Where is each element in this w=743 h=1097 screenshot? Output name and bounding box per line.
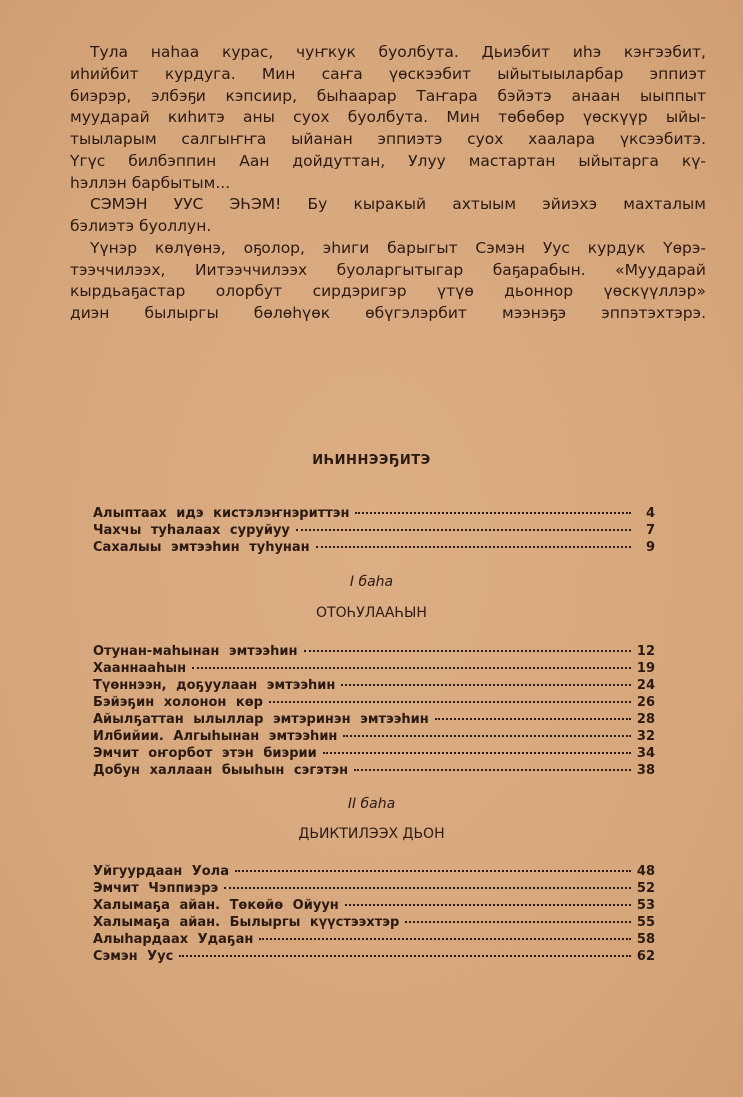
- text-line: Үүнэр көлүөнэ, оҕолор, эһиги барыгыт Сэмэн Уус курдук Үөрэ-: [90, 238, 706, 257]
- dot-leader: [224, 887, 631, 889]
- part-2-heading: ДЬИКТИЛЭЭХ ДЬОН: [298, 826, 445, 842]
- toc-entry-title: Түөннээн, доҕуулаан эмтээһин: [93, 678, 336, 693]
- toc-entry-title: Алыһардаах Удаҕан: [93, 932, 254, 947]
- text-line: Үгүс билбэппин Аан дойдуттан, Улуу мастартан ыйытарга кү-: [70, 151, 706, 170]
- dot-leader: [323, 752, 631, 754]
- dot-leader: [345, 904, 631, 906]
- toc-entry-title: Алыптаах идэ кистэлэҥнэриттэн: [93, 506, 350, 521]
- part-1-heading: ОТОҺУЛААҺЫН: [316, 605, 427, 621]
- dot-leader: [343, 735, 631, 737]
- toc-entry-title: Халымаҕа айан. Былыргы күүстээхтэр: [93, 915, 400, 930]
- toc-entry-title: Бэйэҕин холонон көр: [93, 695, 263, 710]
- toc-entry-title: Хааннааһын: [93, 661, 187, 676]
- text-line: кырдьаҕастар олорбут сирдэригэр үтүө дьоннор үөскүүллэр»: [70, 282, 706, 301]
- toc-entry: [93, 677, 655, 694]
- toc-entry: [93, 728, 655, 745]
- text-line: муударай киһитэ аны суох буолбута. Мин төбөбөр үөскүүр ыйы-: [70, 108, 706, 127]
- toc-title: ИҺИННЭЭҔИТЭ: [312, 453, 431, 468]
- dot-leader: [341, 684, 631, 686]
- text-line: иһийбит курдуга. Мин саҥа үөскээбит ыйытыыларбар эппиэт: [70, 64, 706, 83]
- toc-entry-title: Айылҕаттан ылыллар эмтэринэн эмтээһин: [93, 712, 429, 727]
- dot-leader: [235, 870, 631, 872]
- toc-entry-title: Сахалыы эмтээһин туһунан: [93, 540, 310, 555]
- toc-entry: [93, 914, 655, 931]
- toc-entry-page: 12: [636, 644, 655, 659]
- toc-entry: [93, 694, 655, 711]
- dot-leader: [304, 650, 631, 652]
- toc-entry-page: 34: [636, 746, 655, 761]
- toc-entry: [93, 863, 655, 880]
- dot-leader: [296, 529, 631, 531]
- toc-entry-title: Чахчы туһалаах суруйуу: [93, 523, 290, 538]
- toc-entry-page: 4: [645, 506, 655, 521]
- body-text: [70, 42, 706, 325]
- toc-entry: [93, 880, 655, 897]
- toc-entry: [93, 897, 655, 914]
- toc-entry: [93, 522, 655, 539]
- text-line: тээччилээх, Иитээччилээх буоларгытыгар баҕарабын. «Муударай: [70, 260, 706, 279]
- dot-leader: [316, 546, 631, 548]
- toc-entry: [93, 505, 655, 522]
- toc-entry: [93, 948, 655, 965]
- toc-entry-page: 53: [636, 898, 655, 913]
- toc-entry-page: 58: [636, 932, 655, 947]
- toc-entry: [93, 539, 655, 556]
- toc-entry: [93, 711, 655, 728]
- toc-entry: [93, 643, 655, 660]
- toc-entry-title: Халымаҕа айан. Төкөйө Ойуун: [93, 898, 339, 913]
- part-1-label: I баһа: [349, 574, 394, 590]
- text-line: диэн былыргы бөлөһүөк өбүгэлэрбит мээнэҕэ эппэтэхтэрэ.: [70, 304, 706, 322]
- dot-leader: [179, 955, 631, 957]
- toc-entry-page: 62: [636, 949, 655, 964]
- text-line: бэлиэтэ буоллун.: [70, 217, 212, 235]
- dot-leader: [355, 512, 631, 514]
- toc-entry-page: 7: [645, 523, 655, 538]
- text-line: һэллэн барбытым...: [70, 173, 231, 192]
- text-line: тыыларым салгыҥҥа ыйанан эппиэтэ суох хаалара үксээбитэ.: [70, 130, 706, 148]
- toc-entry-page: 28: [636, 712, 655, 727]
- toc-entry-title: Сэмэн Уус: [93, 949, 174, 964]
- text-line: СЭМЭН УУС ЭҺЭМ! Бу кыракый ахтыым эйиэхэ махталым: [90, 195, 706, 214]
- toc-part-1-list: [93, 643, 655, 779]
- dot-leader: [269, 701, 631, 703]
- toc-entry-title: Отунан-маһынан эмтээһин: [93, 644, 298, 659]
- toc-entry-page: 55: [636, 915, 655, 930]
- toc-entry-page: 38: [636, 763, 655, 778]
- toc-entry: [93, 762, 655, 779]
- toc-entry-title: Добун халлаан быыһын сэгэтэн: [93, 763, 349, 778]
- dot-leader: [259, 938, 631, 940]
- dot-leader: [192, 667, 631, 669]
- toc-entry-title: Эмчит Чэппиэрэ: [93, 881, 219, 896]
- toc-entry-page: 19: [636, 661, 655, 676]
- toc-entry-title: Эмчит оҥорбот этэн биэрии: [93, 746, 317, 761]
- toc-part-2-list: [93, 863, 655, 965]
- toc-entry-page: 24: [636, 678, 655, 693]
- toc-entry-page: 52: [636, 881, 655, 896]
- toc-entry: [93, 931, 655, 948]
- text-line: биэрэр, элбэҕи кэпсиир, быһаарар Таҥара бэйэтэ анаан ыыппыт: [70, 86, 706, 105]
- toc-entry-page: 48: [636, 864, 655, 879]
- toc-entry-page: 9: [645, 540, 655, 555]
- toc-entry: [93, 660, 655, 677]
- toc-entry: [93, 745, 655, 762]
- toc-intro-list: [93, 505, 655, 556]
- dot-leader: [405, 921, 631, 923]
- text-line: Тула наһаа курас, чуҥкук буолбута. Дьиэбит иһэ кэҥээбит,: [90, 43, 706, 61]
- part-2-label: II баһа: [347, 796, 396, 812]
- toc-entry-page: 26: [636, 695, 655, 710]
- dot-leader: [354, 769, 631, 771]
- toc-entry-title: Уйгуурдаан Уола: [93, 864, 229, 879]
- toc-entry-page: 32: [636, 729, 655, 744]
- toc-entry-title: Илбийии. Алгыһынан эмтээһин: [93, 729, 338, 744]
- dot-leader: [435, 718, 631, 720]
